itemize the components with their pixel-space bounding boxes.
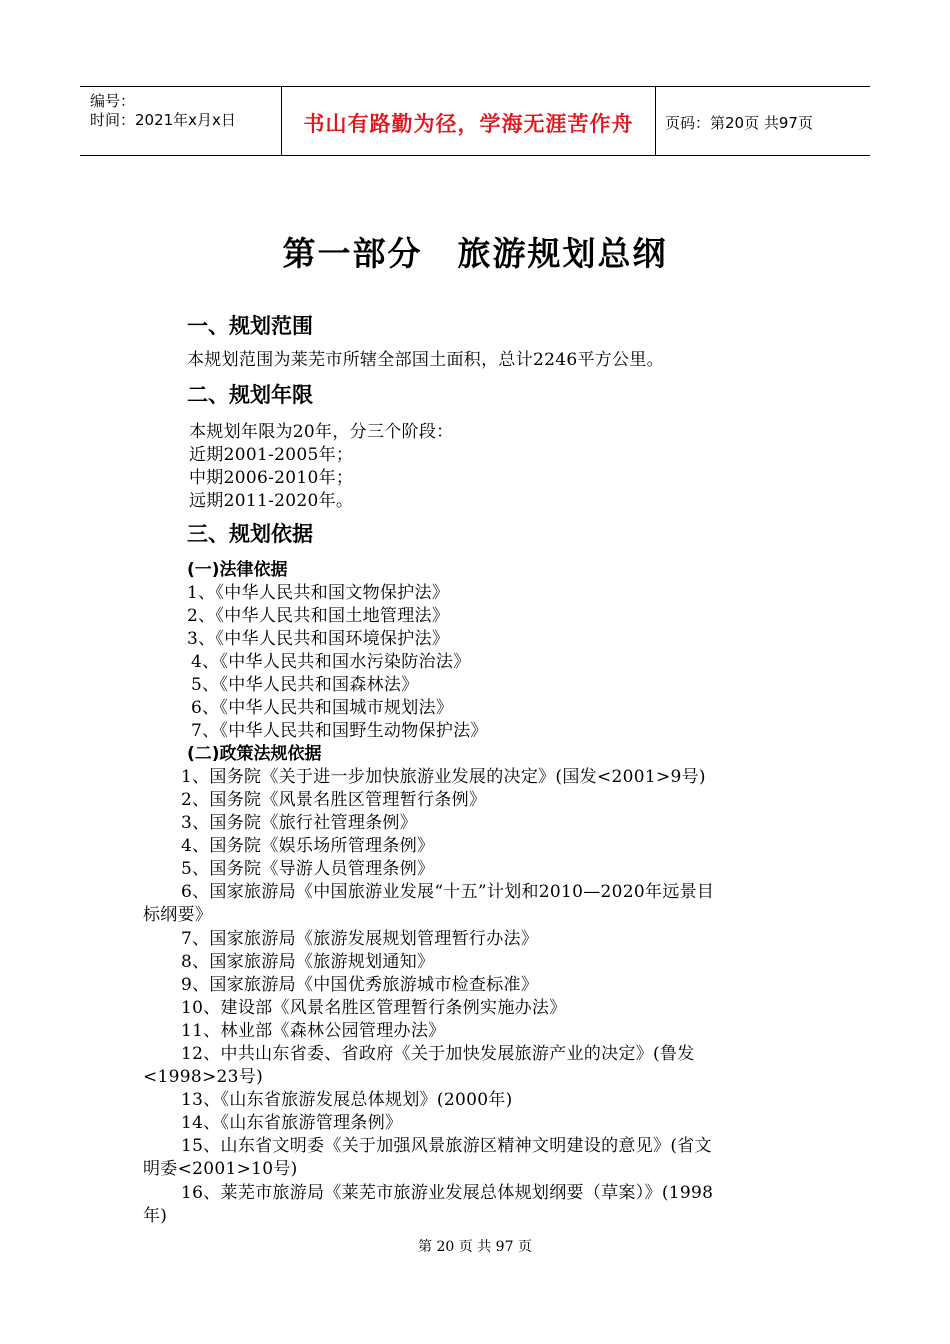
document-header <box>80 86 870 156</box>
policy-item-continuation: <1998>23号) <box>143 1067 264 1087</box>
section-heading-scope: 一、规划范围 <box>187 314 313 338</box>
motto: 书山有路勤为径，学海无涯苦作舟 <box>303 112 634 136</box>
policy-item: 8、国家旅游局《旅游规划通知》 <box>181 952 435 972</box>
period-line: 近期2001-2005年； <box>189 445 354 465</box>
policy-item: 16、莱芜市旅游局《莱芜市旅游业发展总体规划纲要（草案）》(1998 <box>181 1183 714 1203</box>
policy-item: 5、国务院《导游人员管理条例》 <box>181 859 435 879</box>
period-line: 远期2011-2020年。 <box>189 491 354 511</box>
policy-basis-heading: (二)政策法规依据 <box>187 744 322 764</box>
legal-basis-heading: (一)法律依据 <box>187 560 288 580</box>
policy-item: 3、国务院《旅行社管理条例》 <box>181 813 418 833</box>
policy-item: 6、国家旅游局《中国旅游业发展“十五”计划和2010—2020年远景目 <box>181 882 715 902</box>
time-label: 时间：2021年x月x日 <box>90 111 236 129</box>
section-heading-basis: 三、规划依据 <box>187 522 313 546</box>
legal-item: 6、《中华人民共和国城市规划法》 <box>191 698 454 718</box>
period-line: 中期2006-2010年； <box>189 468 354 488</box>
policy-item: 12、中共山东省委、省政府《关于加快发展旅游产业的决定》(鲁发 <box>181 1044 695 1064</box>
number-label: 编号： <box>90 92 136 110</box>
policy-item: 13、《山东省旅游发展总体规划》(2000年) <box>181 1090 513 1110</box>
legal-item: 1、《中华人民共和国文物保护法》 <box>187 583 450 603</box>
page-title: 第一部分 旅游规划总纲 <box>282 234 668 273</box>
policy-item: 1、国务院《关于进一步加快旅游业发展的决定》(国发<2001>9号) <box>181 767 706 787</box>
legal-item: 5、《中华人民共和国森林法》 <box>191 675 419 695</box>
policy-item-continuation: 标纲要》 <box>143 905 213 925</box>
legal-item: 2、《中华人民共和国土地管理法》 <box>187 606 450 626</box>
policy-item: 15、山东省文明委《关于加强风景旅游区精神文明建设的意见》(省文 <box>181 1136 712 1156</box>
policy-item: 2、国务院《风景名胜区管理暂行条例》 <box>181 790 487 810</box>
header-left-cell <box>80 87 280 155</box>
policy-item-continuation: 年) <box>143 1206 168 1226</box>
policy-item: 11、林业部《森林公园管理办法》 <box>181 1021 446 1041</box>
page-info: 页码：第20页 共97页 <box>665 114 813 132</box>
legal-item: 3、《中华人民共和国环境保护法》 <box>187 629 450 649</box>
legal-item: 7、《中华人民共和国野生动物保护法》 <box>191 721 488 741</box>
scope-text: 本规划范围为莱芜市所辖全部国土面积，总计2246平方公里。 <box>187 350 664 370</box>
section-heading-period: 二、规划年限 <box>187 383 313 407</box>
header-motto-cell <box>281 87 656 155</box>
header-page-cell <box>656 87 870 155</box>
policy-item: 10、建设部《风景名胜区管理暂行条例实施办法》 <box>181 998 567 1018</box>
policy-item: 14、《山东省旅游管理条例》 <box>181 1113 403 1133</box>
policy-item-continuation: 明委<2001>10号) <box>143 1159 298 1179</box>
legal-item: 4、《中华人民共和国水污染防治法》 <box>191 652 471 672</box>
page-footer: 第 20 页 共 97 页 <box>418 1239 532 1255</box>
policy-item: 4、国务院《娱乐场所管理条例》 <box>181 836 435 856</box>
policy-item: 7、国家旅游局《旅游发展规划管理暂行办法》 <box>181 929 539 949</box>
policy-item: 9、国家旅游局《中国优秀旅游城市检查标准》 <box>181 975 539 995</box>
period-line: 本规划年限为20年，分三个阶段： <box>189 422 454 442</box>
